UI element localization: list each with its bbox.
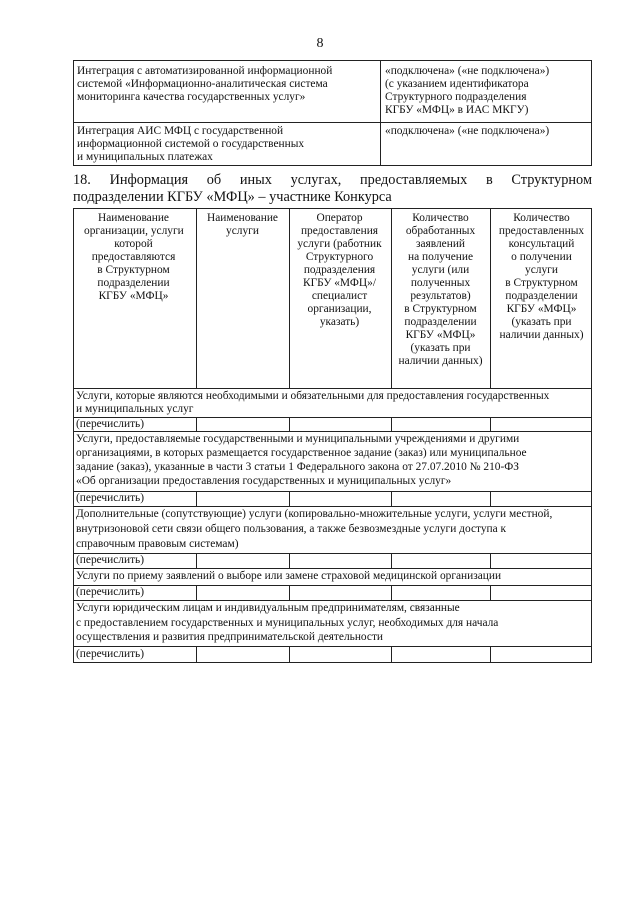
header-consultations-line: услуги: [525, 264, 558, 276]
header-operator-line: подразделения: [303, 264, 376, 276]
header-applications-line: подразделении: [404, 316, 477, 328]
header-org-line: Наименование: [98, 212, 169, 224]
group-title-line: «Об организации предоставления государственных и муниципальных услуг»: [76, 475, 452, 487]
group-title-line: Услуги, которые являются необходимыми и обязательными для предоставления государственных: [76, 390, 550, 402]
header-operator-line: специалист: [311, 290, 368, 302]
integration-row-1-right-line: Структурного подразделения: [385, 91, 527, 103]
header-consultations-line: (указать при: [511, 316, 572, 328]
placeholder-col-divider: [391, 646, 392, 663]
integration-row-1-right-line: КГБУ «МФЦ» в ИАС МКГУ): [385, 104, 529, 116]
integration-col-divider: [380, 60, 381, 166]
header-org-line: КГБУ «МФЦ»: [98, 290, 169, 302]
integration-row-1-left-line: мониторинга качества государственных услуг»: [77, 91, 306, 103]
row-divider: [73, 417, 592, 418]
header-applications-line: обработанных: [405, 225, 476, 237]
group-title-line: внутризоновой сети связи общего пользования, а также безвозмездные услуги доступа к: [76, 523, 507, 535]
header-applications-line: услуги (или: [411, 264, 470, 276]
header-org-line: которой: [114, 238, 153, 250]
group-title-line: Услуги, предоставляемые государственными и муниципальными учреждениями и другими: [76, 433, 520, 445]
group-title-line: Услуги юридическим лицам и индивидуальным предпринимателям, связанные: [76, 602, 460, 614]
row-divider: [73, 646, 592, 647]
placeholder-col-divider: [490, 491, 491, 506]
integration-row-1-left-line: Интеграция с автоматизированной информационной: [77, 65, 333, 77]
group-title-line: осуществления и развития предпринимательской деятельности: [76, 631, 384, 643]
placeholder-col-divider: [289, 417, 290, 431]
header-org-line: предоставляются: [91, 251, 176, 263]
header-col-divider: [490, 208, 491, 388]
placeholder-col-divider: [391, 585, 392, 600]
row-divider: [73, 568, 592, 569]
group-title-line: с предоставлением государственных и муниципальных услуг, необходимых для начала: [76, 617, 499, 629]
row-divider: [73, 506, 592, 507]
integration-row-1-left-line: системой «Информационно-аналитическая система: [77, 78, 328, 90]
placeholder-col-divider: [196, 553, 197, 568]
integration-row-1-right-line: «подключена» («не подключена»): [385, 65, 550, 77]
group-placeholder: (перечислить): [76, 554, 145, 566]
group-placeholder: (перечислить): [76, 586, 145, 598]
header-applications-line: КГБУ «МФЦ»: [405, 329, 476, 341]
header-consultations-line: о получении: [511, 251, 572, 263]
header-operator-line: организации,: [307, 303, 372, 315]
group-title-line: организациями, в которых размещается государственное задание (заказ) или муниципальное: [76, 447, 527, 459]
row-divider: [73, 553, 592, 554]
header-applications-line: Количество: [412, 212, 469, 224]
placeholder-col-divider: [196, 646, 197, 663]
placeholder-col-divider: [490, 585, 491, 600]
group-placeholder: (перечислить): [76, 492, 145, 504]
header-org-line: организации, услуги: [84, 225, 184, 237]
header-consultations-line: Количество: [513, 212, 570, 224]
placeholder-col-divider: [289, 553, 290, 568]
header-applications-line: результатов): [410, 290, 471, 302]
placeholder-col-divider: [391, 417, 392, 431]
header-consultations-line: наличии данных): [499, 329, 584, 341]
page-number: 8: [316, 36, 324, 51]
group-title-line: задание (заказ), указанные в части 3 статьи 1 Федерального закона от 27.07.2010 № 210-ФЗ: [76, 461, 519, 473]
header-consultations-line: КГБУ «МФЦ»: [506, 303, 577, 315]
integration-row-2-left-line: информационной системой о государственных: [77, 138, 305, 150]
placeholder-col-divider: [289, 491, 290, 506]
group-title-line: и муниципальных услуг: [76, 403, 194, 415]
group-title-line: Услуги по приему заявлений о выборе или замене страховой медицинской организации: [76, 570, 502, 582]
header-applications-line: заявлений: [415, 238, 466, 250]
group-title-line: справочным правовым системам): [76, 538, 239, 550]
integration-row-2-left-line: и муниципальных платежах: [77, 151, 213, 163]
placeholder-col-divider: [196, 491, 197, 506]
group-title-line: Дополнительные (сопутствующие) услуги (копировально-множительные услуги, услуги местной,: [76, 508, 553, 520]
header-consultations-line: в Структурном: [505, 277, 578, 289]
placeholder-col-divider: [289, 585, 290, 600]
row-divider: [73, 431, 592, 432]
header-consultations-line: консультаций: [508, 238, 575, 250]
placeholder-col-divider: [391, 491, 392, 506]
section-18-heading: 18. Информация об иных услугах, предоставляемых в Структурном: [73, 172, 592, 188]
group-placeholder: (перечислить): [76, 418, 145, 430]
placeholder-col-divider: [490, 553, 491, 568]
header-operator-line: предоставления: [300, 225, 379, 237]
header-applications-line: (указать при: [410, 342, 471, 354]
header-org-line: подразделении: [97, 277, 170, 289]
header-operator-line: Оператор: [316, 212, 363, 224]
placeholder-col-divider: [490, 417, 491, 431]
integration-row-2-left-line: Интеграция АИС МФЦ с государственной: [77, 125, 284, 137]
integration-row-divider: [73, 122, 592, 123]
header-operator-line: Структурного: [305, 251, 374, 263]
header-service-line: услуги: [226, 225, 259, 237]
group-placeholder: (перечислить): [76, 648, 145, 660]
row-divider: [73, 585, 592, 586]
integration-row-1-right-line: (с указанием идентификатора: [385, 78, 529, 90]
section-18-heading-cont: подразделении КГБУ «МФЦ» – участнике Конкурса: [73, 189, 392, 205]
header-applications-line: полученных: [410, 277, 471, 289]
header-applications-line: в Структурном: [404, 303, 477, 315]
placeholder-col-divider: [196, 417, 197, 431]
placeholder-col-divider: [196, 585, 197, 600]
header-consultations-line: предоставленных: [498, 225, 585, 237]
header-org-line: в Структурном: [97, 264, 170, 276]
placeholder-col-divider: [289, 646, 290, 663]
row-divider: [73, 491, 592, 492]
header-consultations-line: подразделении: [505, 290, 578, 302]
header-applications-line: наличии данных): [398, 355, 483, 367]
integration-row-2-right-line: «подключена» («не подключена»): [385, 125, 550, 137]
header-operator-line: КГБУ «МФЦ»/: [303, 277, 376, 289]
header-service-line: Наименование: [207, 212, 278, 224]
header-operator-line: услуги (работник: [297, 238, 382, 250]
header-operator-line: указать): [319, 316, 360, 328]
row-divider: [73, 388, 592, 389]
placeholder-col-divider: [391, 553, 392, 568]
header-applications-line: на получение: [407, 251, 474, 263]
row-divider: [73, 600, 592, 601]
placeholder-col-divider: [490, 646, 491, 663]
